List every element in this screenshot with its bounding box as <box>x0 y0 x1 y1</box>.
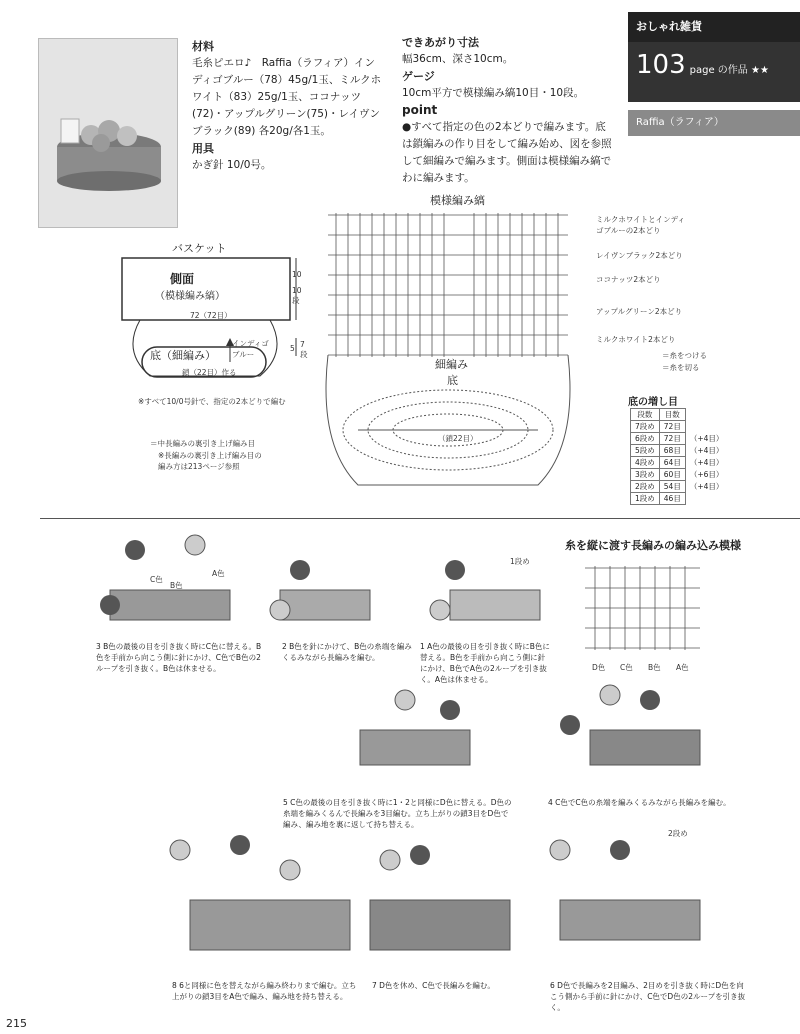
crochet-chart <box>318 205 593 500</box>
color-3: ココナッツ2本どり <box>596 275 661 284</box>
point-text: ●すべて指定の色の2本どりで編みます。底は鎖編みの作り目をして編み始め、図を参照して細編みで編みます。側面は模様編み縞でわに編みます。 <box>402 121 612 184</box>
increase-title: 底の増し目 <box>628 397 678 408</box>
step-8: 8 6と同様に色を替えながら編み終わりまで編む。立ち上がりの鎖3目をA色で編み、編み地を持ち替える。 <box>172 981 357 1001</box>
materials-text: 毛糸ピエロ♪ Raffia（ラフィア）インディゴブルー（78）45g/1玉、ミルクホワイト（83）25g/1玉、ココナッツ(72)・アップルグリーン(75)・レイヴンブラック(89) 各20g/各1玉。 <box>192 57 382 137</box>
materials-heading: 材料 <box>192 40 214 53</box>
legend-cut: ＝糸を切る <box>662 363 700 372</box>
cell: （+4目） <box>689 482 724 491</box>
cell <box>685 421 728 433</box>
sc-title: 細編み <box>435 358 468 371</box>
pattern-title: 模様編み縞 <box>430 194 485 207</box>
chain-label: （鎖22目） <box>438 434 478 443</box>
color-4: アップルグリーン2本どり <box>596 307 683 316</box>
finish-block <box>402 34 612 187</box>
side-count: 72（72目） <box>190 311 232 320</box>
steps-row-2-illustration <box>320 680 760 790</box>
step-5: 5 C色の最後の目を引き抜く時に1・2と同様にD色に替える。D色の糸端を編みくるんで長編みを3目編む。立ち上がりの鎖3目をD色で編み、編み地を裏に返して持ち替える。 <box>283 798 512 829</box>
bottom-dim: 5 <box>290 344 295 353</box>
legend-attach: ＝糸をつける <box>662 351 707 360</box>
pattern-number: 103 <box>636 50 686 80</box>
basket-note: ※すべて10/0号針で、指定の2本どりで編む <box>138 397 286 406</box>
basket-title: バスケット <box>172 242 227 255</box>
color-5: ミルクホワイト2本どり <box>596 335 676 344</box>
side-sub: （模様編み縞） <box>155 291 225 302</box>
color-label-c: C色 <box>150 575 163 584</box>
side-height: 10 <box>292 270 302 279</box>
pattern-suffix: page の作品 ★★ <box>689 65 769 76</box>
tech-label-d: D色 <box>592 663 606 672</box>
size-text: 幅36cm、深さ10cm。 <box>402 53 514 65</box>
row-1-label: 1段め <box>510 557 530 566</box>
step-3: 3 B色の最後の目を引き抜く時にC色に替える。B色を手前から向こう側に針にかけ、C色でB色の2ループを引き抜く。B色は休ませる。 <box>96 642 262 673</box>
step-2: 2 B色を針にかけて、B色の糸端を編みくるみながら長編みを編む。 <box>282 642 412 662</box>
step-1: 1 A色の最後の目を引き抜く時にB色に替える。B色を手前から向こう側に針にかけ、B色でA色の2ループを引き抜く。A色は休ませる。 <box>420 642 550 684</box>
steps-row-3-illustration <box>160 820 740 970</box>
cell: 5段め <box>631 445 660 457</box>
technique-chart <box>580 558 730 668</box>
color-2: レイヴンブラック2本どり <box>596 251 683 260</box>
cell: 4段め <box>631 457 660 469</box>
side-label: 側面 <box>170 272 195 286</box>
cell: 68目 <box>659 445 685 457</box>
basket-photo <box>38 38 178 228</box>
cell <box>685 493 728 505</box>
bottom-chart-title: 底 <box>447 374 458 387</box>
cell: 60目 <box>659 469 685 481</box>
bottom-rows: 7段 <box>300 340 308 359</box>
table-row <box>631 421 728 433</box>
table-header-row <box>631 409 728 421</box>
cell: 46目 <box>659 493 685 505</box>
materials-block <box>192 38 382 174</box>
table-row <box>631 469 728 481</box>
header-cell <box>685 409 728 421</box>
header-cell: 段数 <box>631 409 660 421</box>
step-6: 6 D色で長編みを2目編み、2目めを引き抜く時にD色を向こう側から手前に針にかけ、C色でD色の2ループを引き抜く。 <box>550 981 746 1012</box>
tech-label-b: B色 <box>648 663 661 672</box>
cell: （+6目） <box>689 470 724 479</box>
cell: 72目 <box>659 421 685 433</box>
section-header <box>628 12 800 128</box>
step-4: 4 C色でC色の糸端を編みくるみながら長編みを編む。 <box>548 798 731 807</box>
cell: 6段め <box>631 433 660 445</box>
side-rows: 10段 <box>292 286 302 305</box>
color-label-b: B色 <box>170 581 183 590</box>
table-row <box>631 433 728 445</box>
row-2-label: 2段め <box>668 829 688 838</box>
cell: 2段め <box>631 481 660 493</box>
section-divider <box>40 518 800 519</box>
symbol-note-1: ＝中長編みの裏引き上げ編み目 <box>150 439 255 448</box>
symbol-note-2: ※長編みの裏引き上げ編み目の編み方は213ページ参照 <box>158 451 262 471</box>
tools-text: かぎ針 10/0号。 <box>192 159 272 171</box>
table-row <box>631 445 728 457</box>
cell: 72目 <box>659 433 685 445</box>
tools-heading: 用具 <box>192 142 214 155</box>
step-7: 7 D色を休め、C色で長編みを編む。 <box>372 981 495 990</box>
cell: （+4目） <box>689 446 724 455</box>
cell: 54目 <box>659 481 685 493</box>
table-row <box>631 493 728 505</box>
gauge-heading: ゲージ <box>402 70 435 83</box>
point-heading: point <box>402 103 438 117</box>
table-row <box>631 481 728 493</box>
tech-label-a: A色 <box>676 663 689 672</box>
cell: 7段め <box>631 421 660 433</box>
cell: 64目 <box>659 457 685 469</box>
bottom-color: インディゴブルー <box>232 339 269 359</box>
technique-title: 糸を縦に渡す長編みの編み込み模様 <box>565 539 741 552</box>
tech-label-c: C色 <box>620 663 633 672</box>
cell: （+4目） <box>689 458 724 467</box>
header-cell: 目数 <box>659 409 685 421</box>
category-label: おしゃれ雑貨 <box>628 12 800 42</box>
page-number: 215 <box>6 1017 27 1030</box>
color-1: ミルクホワイトとインディゴブルーの2本どり <box>596 215 686 235</box>
increase-table <box>630 408 728 505</box>
gauge-text: 10cm平方で模様編み縞10目・10段。 <box>402 87 585 99</box>
size-heading: できあがり寸法 <box>402 36 479 49</box>
steps-row-1-illustration <box>90 530 570 640</box>
yarn-label: Raffia（ラフィア） <box>628 110 800 136</box>
cell: 3段め <box>631 469 660 481</box>
page-ref <box>628 42 800 102</box>
bottom-label: 底（細編み） <box>150 349 216 362</box>
bottom-count: 鎖（22目）作る <box>182 368 237 377</box>
color-label-a: A色 <box>212 569 225 578</box>
table-row <box>631 457 728 469</box>
cell: （+4目） <box>689 434 724 443</box>
cell: 1段め <box>631 493 660 505</box>
